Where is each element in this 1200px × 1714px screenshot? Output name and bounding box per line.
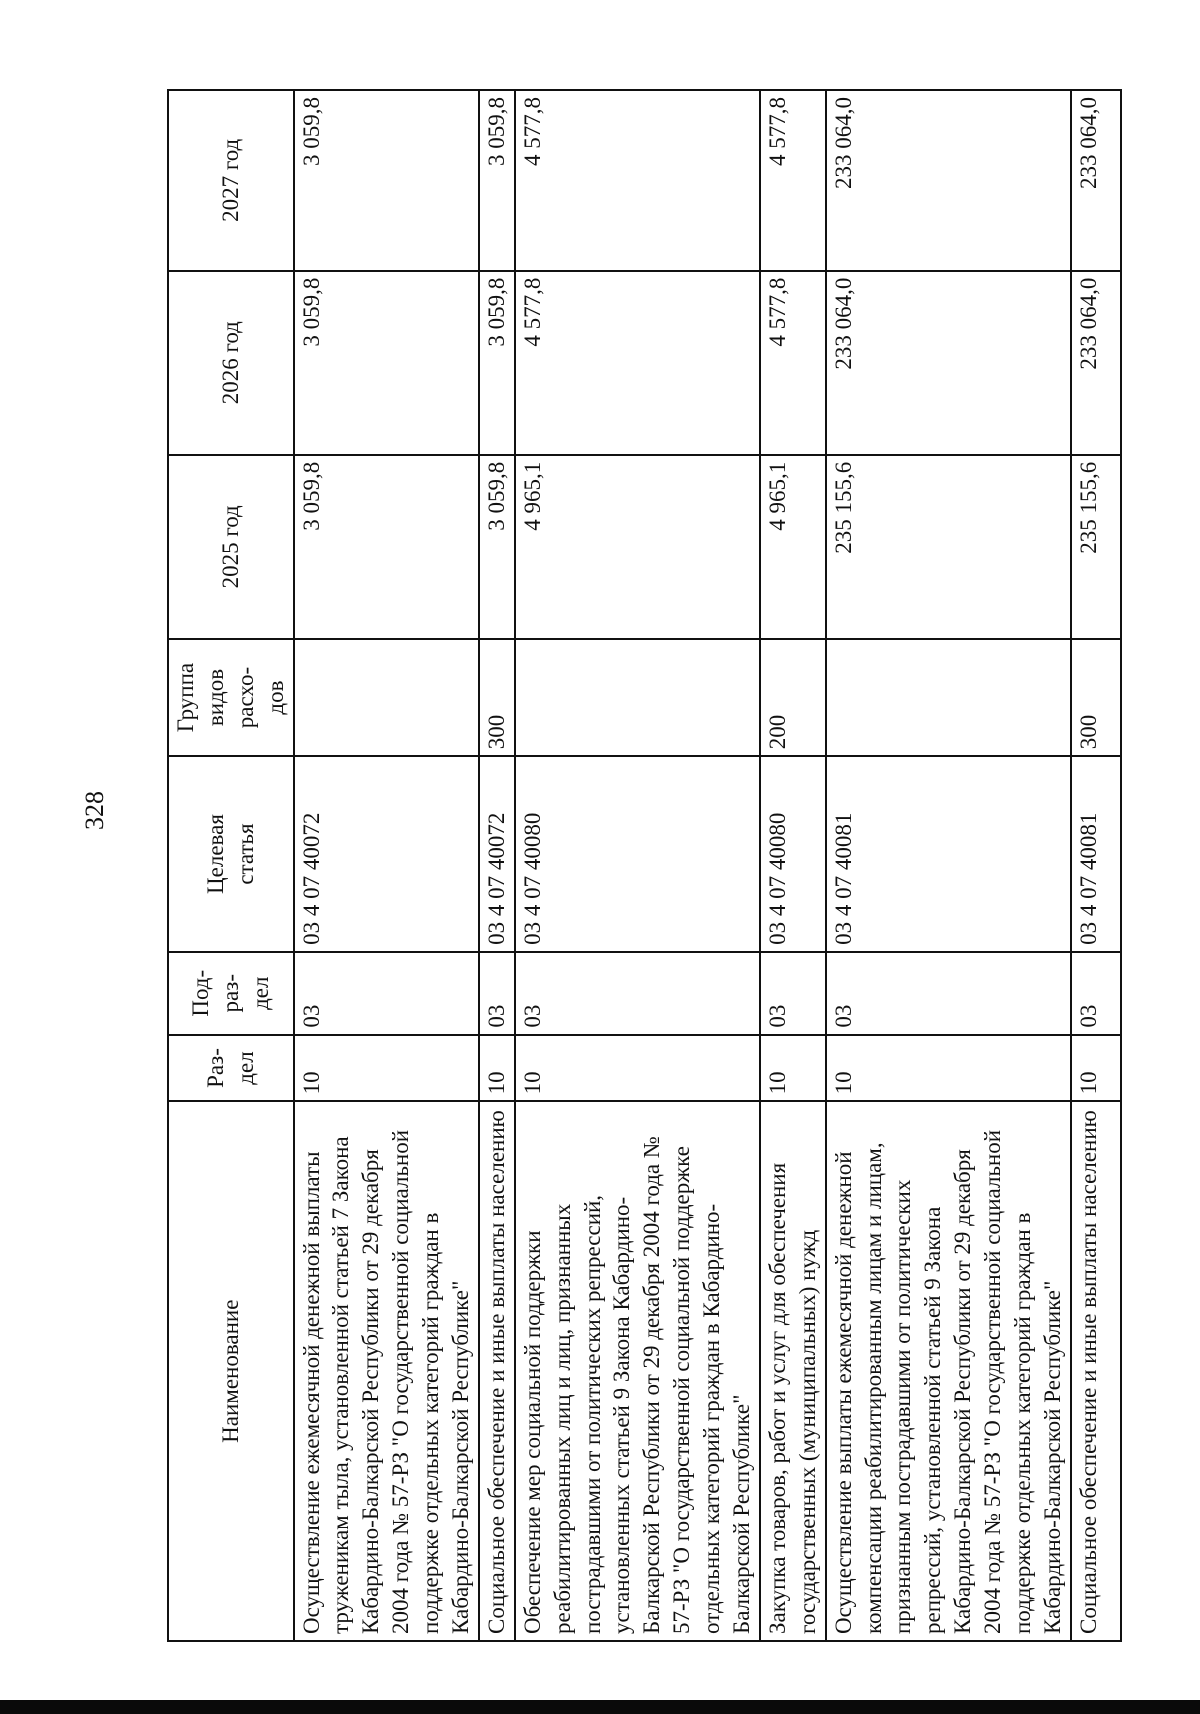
row-value-2027: 3 059,8: [479, 90, 515, 271]
row-value-2027: 3 059,8: [294, 90, 479, 271]
row-target-article: 03 4 07 40080: [515, 756, 760, 952]
row-subsection: 03: [826, 952, 1071, 1035]
row-value-2026: 4 577,8: [515, 271, 760, 455]
page-number: 328: [80, 791, 109, 830]
row-expense-group: [515, 639, 760, 756]
row-section: 10: [479, 1035, 515, 1102]
row-target-article: 03 4 07 40081: [826, 756, 1071, 952]
header-2027: 2027 год: [168, 90, 294, 271]
header-name: Наименование: [168, 1101, 294, 1641]
row-name: Обеспечение мер социальной поддержки реабилитированных лиц и лиц, признанных пострадавшими от политических репрессий, установленных статьей 9 Закона Кабардино-Балкарской Республики от 29 декабря 2004 года № 57-РЗ "О государственной социальной поддержке отдельных категорий граждан в Кабардино-Балкарской Республике": [515, 1101, 760, 1641]
row-name: Осуществление ежемесячной денежной выплаты труженикам тыла, установленной статьей 7 Закона Кабардино-Балкарской Республики от 29 декабря 2004 года № 57-РЗ "О государственной социальной поддержке отдельных категорий граждан в Кабардино-Балкарской Республике": [294, 1101, 479, 1641]
row-value-2027: 4 577,8: [515, 90, 760, 271]
row-target-article: 03 4 07 40081: [1071, 756, 1121, 952]
row-section: 10: [515, 1035, 760, 1102]
row-expense-group: 300: [479, 639, 515, 756]
table-row: [479, 90, 515, 1641]
scan-bottom-edge: [0, 1700, 1200, 1714]
row-expense-group: 300: [1071, 639, 1121, 756]
row-subsection: 03: [1071, 952, 1121, 1035]
table-row: [1071, 90, 1121, 1641]
row-name: Осуществление выплаты ежемесячной денежной компенсации реабилитированным лицам и лицам, признанным пострадавшими от политических репрессий, установленной статьей 9 Закона Кабардино-Балкарской Республики от 29 декабря 2004 года № 57-РЗ "О государственной социальной поддержке отдельных категорий граждан в Кабардино-Балкарской Республике": [826, 1101, 1071, 1641]
row-name: Закупка товаров, работ и услуг для обеспечения государственных (муниципальных) нужд: [760, 1101, 826, 1641]
budget-table: [167, 89, 1122, 1642]
row-subsection: 03: [760, 952, 826, 1035]
row-value-2026: 4 577,8: [760, 271, 826, 455]
table-header-row: [168, 90, 294, 1641]
row-value-2025: 235 155,6: [1071, 455, 1121, 639]
header-2026: 2026 год: [168, 271, 294, 455]
row-value-2025: 4 965,1: [760, 455, 826, 639]
row-target-article: 03 4 07 40072: [294, 756, 479, 952]
row-expense-group: [826, 639, 1071, 756]
row-subsection: 03: [479, 952, 515, 1035]
row-value-2027: 233 064,0: [826, 90, 1071, 271]
row-section: 10: [760, 1035, 826, 1102]
header-target-article: Целевая статья: [168, 756, 294, 952]
table-row: [826, 90, 1071, 1641]
row-value-2026: 233 064,0: [1071, 271, 1121, 455]
row-target-article: 03 4 07 40080: [760, 756, 826, 952]
row-value-2025: 3 059,8: [479, 455, 515, 639]
row-value-2025: 3 059,8: [294, 455, 479, 639]
row-expense-group: [294, 639, 479, 756]
row-target-article: 03 4 07 40072: [479, 756, 515, 952]
row-value-2026: 233 064,0: [826, 271, 1071, 455]
header-expense-group: Группа видов расхо- дов: [168, 639, 294, 756]
row-section: 10: [1071, 1035, 1121, 1102]
row-value-2026: 3 059,8: [479, 271, 515, 455]
row-value-2027: 233 064,0: [1071, 90, 1121, 271]
header-section: Раз- дел: [168, 1035, 294, 1102]
rotated-table-container: [167, 89, 1101, 1642]
table-row: [294, 90, 479, 1641]
row-section: 10: [294, 1035, 479, 1102]
header-subsection: Под- раз- дел: [168, 952, 294, 1035]
row-subsection: 03: [294, 952, 479, 1035]
row-expense-group: 200: [760, 639, 826, 756]
row-name: Социальное обеспечение и иные выплаты населению: [479, 1101, 515, 1641]
table-row: [515, 90, 760, 1641]
row-value-2026: 3 059,8: [294, 271, 479, 455]
row-value-2027: 4 577,8: [760, 90, 826, 271]
header-2025: 2025 год: [168, 455, 294, 639]
row-section: 10: [826, 1035, 1071, 1102]
row-subsection: 03: [515, 952, 760, 1035]
row-name: Социальное обеспечение и иные выплаты населению: [1071, 1101, 1121, 1641]
row-value-2025: 235 155,6: [826, 455, 1071, 639]
table-row: [760, 90, 826, 1641]
row-value-2025: 4 965,1: [515, 455, 760, 639]
